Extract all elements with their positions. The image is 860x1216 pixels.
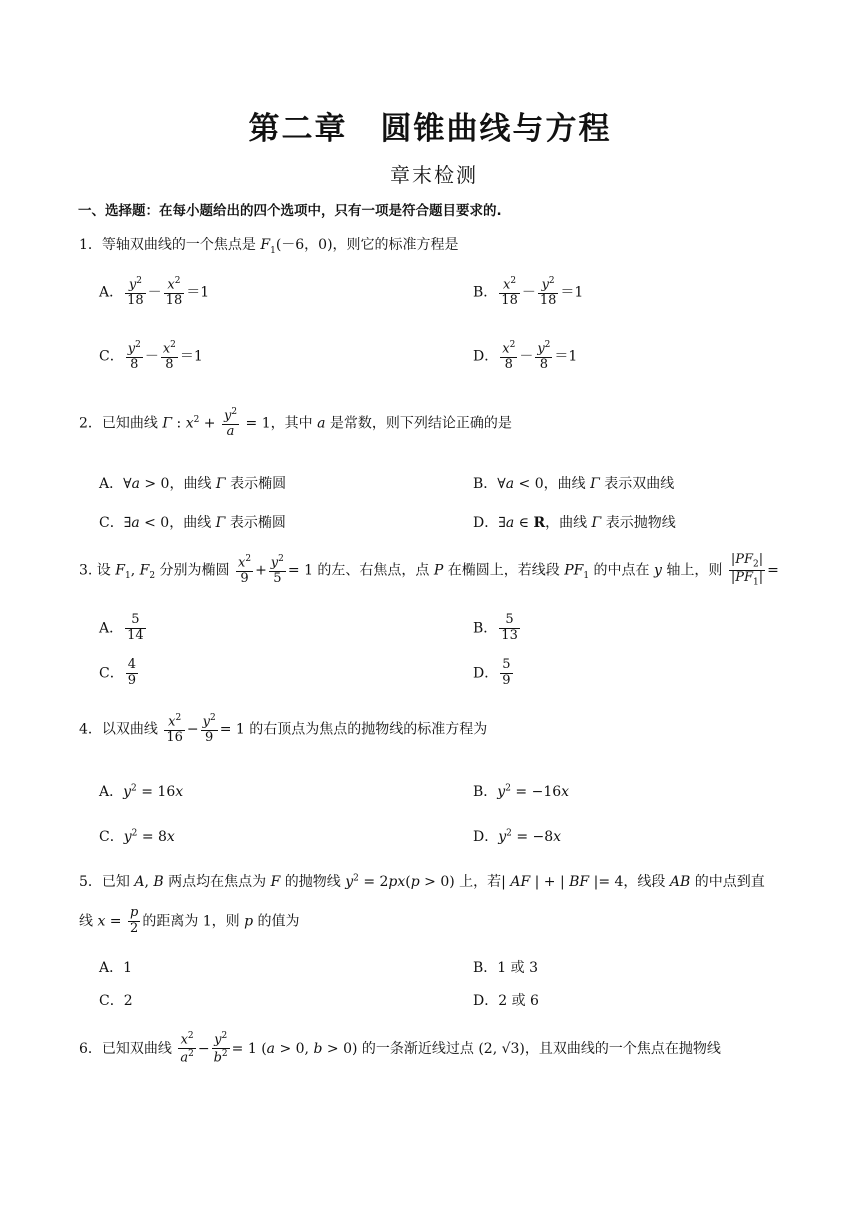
question-2-option-c[interactable]: C．∃a < 0，曲线 Γ 表示椭圆 [99, 515, 286, 531]
question-3-stem: 3. 设 $F_1$, $F_2$ 分别为椭圆 $\frac{x^2}{9}$ + $\frac{y^2}{5}$ = 1 的左、右焦点，点 P 在椭圆上，若线段 $PF_1$ 的中点在 y 轴上，则 $\frac{|PF_2|}{|PF_1|}$ = [79, 552, 779, 588]
question-1-option-a[interactable]: A． $\frac{y^2}{18}$ － $\frac{x^2}{18}$ ＝1 [99, 276, 210, 309]
question-2-option-a[interactable]: A．∀a > 0，曲线 Γ 表示椭圆 [99, 476, 287, 492]
question-6-stem: 6．已知双曲线 $\frac{x^2}{a^2}$ − $\frac{y^2}{b^2}$ = 1 (a > 0, b > 0) 的一条渐近线过点 (2, √3)，且双曲线的一个焦点在抛物线 [79, 1031, 721, 1066]
question-2-option-b[interactable]: B．∀a < 0，曲线 Γ 表示双曲线 [473, 476, 675, 492]
question-1-stem: 1．等轴双曲线的一个焦点是 $F_1(-6$，0)，则它的标准方程是 [79, 237, 459, 256]
section-heading: 一、选择题：在每小题给出的四个选项中，只有一项是符合题目要求的. [78, 203, 502, 219]
question-2-stem: 2．已知曲线 Γ : $x^2$ + $\frac{y^2}{a}$ = 1，其中 a 是常数，则下列结论正确的是 [79, 407, 512, 440]
question-4-stem: 4．以双曲线 $\frac{x^2}{16}$ − $\frac{y^2}{9}$ = 1 的右顶点为焦点的抛物线的标准方程为 [79, 713, 488, 746]
question-1-option-d[interactable]: D． $\frac{x^2}{8}$ － $\frac{y^2}{8}$ ＝1 [473, 340, 578, 373]
question-5-stem-line-2: 线 x = $\frac{p}{2}$ 的距离为 1，则 p 的值为 [79, 905, 300, 936]
question-3-option-c[interactable]: C． $\frac{4}{9}$ [99, 657, 136, 688]
question-5-option-d[interactable]: D．2 或 6 [473, 993, 539, 1009]
question-5-stem-line-1: 5．已知 A, B 两点均在焦点为 F 的抛物线 $y^2 = 2px(p > 0)$ 上，若| AF | + | BF |= 4，线段 AB 的中点到直 [79, 873, 765, 890]
question-5-option-b[interactable]: B．1 或 3 [473, 960, 539, 976]
question-1-option-b[interactable]: B． $\frac{x^2}{18}$ － $\frac{y^2}{18}$ ＝1 [473, 276, 584, 309]
question-4-option-a[interactable]: A．$y^2 = 16x$ [99, 783, 184, 800]
question-5-option-a[interactable]: A．1 [99, 960, 133, 976]
question-3-option-b[interactable]: B． $\frac{5}{13}$ [473, 612, 518, 643]
question-4-option-c[interactable]: C．$y^2 = 8x$ [99, 828, 175, 845]
question-4-option-b[interactable]: B．$y^2 = -16x$ [473, 783, 570, 800]
question-3-option-d[interactable]: D． $\frac{5}{9}$ [473, 657, 511, 688]
question-2-option-d[interactable]: D．∃a ∈ R，曲线 Γ 表示抛物线 [473, 515, 676, 531]
question-4-option-d[interactable]: D．$y^2 = -8x$ [473, 828, 562, 845]
question-5-option-c[interactable]: C．2 [99, 993, 133, 1009]
question-1-option-c[interactable]: C． $\frac{y^2}{8}$ － $\frac{x^2}{8}$ ＝1 [99, 340, 203, 373]
chapter-title: 第二章 圆锥曲线与方程 [248, 111, 612, 147]
chapter-subtitle: 章末检测 [390, 163, 478, 187]
question-3-option-a[interactable]: A． $\frac{5}{14}$ [99, 612, 144, 643]
